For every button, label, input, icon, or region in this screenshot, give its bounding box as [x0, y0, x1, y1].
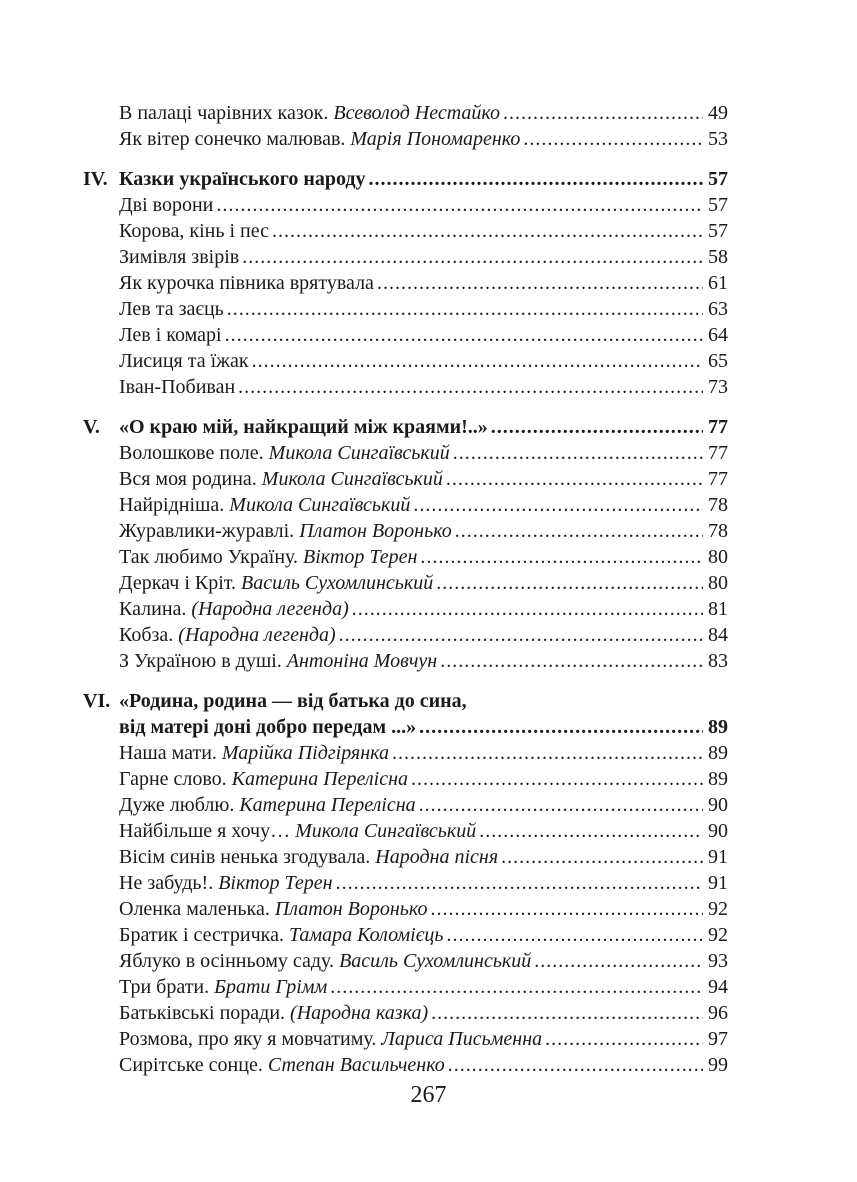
dot-leader [377, 270, 703, 296]
entry-author: Віктор Терен [303, 546, 418, 568]
entry-page: 49 [708, 102, 728, 124]
dot-leader [479, 818, 703, 844]
toc-section-continued [83, 100, 728, 152]
entry-title: Розмова, про яку я мовчатиму. [119, 1028, 377, 1050]
section-heading [83, 414, 728, 440]
entry-page: 73 [708, 376, 728, 398]
toc-entry [83, 844, 728, 870]
section-heading [83, 688, 728, 714]
toc-entry [83, 348, 728, 374]
entry-author: Василь Сухомлинський [241, 572, 434, 594]
entry-title: Наша мати. [119, 742, 217, 764]
entry-page: 99 [708, 1054, 728, 1076]
toc-entry [83, 244, 728, 270]
toc-entry [83, 792, 728, 818]
toc-entry [83, 218, 728, 244]
entry-title: Лев та заєць [119, 298, 224, 320]
entry-page: 94 [708, 976, 728, 998]
entry-page: 89 [708, 742, 728, 764]
dot-leader [431, 1000, 703, 1026]
entry-page: 65 [708, 350, 728, 372]
entry-author: Микола Сингаївський [295, 820, 477, 842]
entry-title: Не забудь!. [119, 872, 214, 894]
entry-author: Марійка Підгірянка [221, 742, 390, 764]
toc-section-v [83, 414, 728, 674]
dot-leader [419, 792, 703, 818]
entry-author: Всеволод Нестайко [333, 102, 501, 124]
toc-entry [83, 766, 728, 792]
dot-leader [216, 192, 703, 218]
dot-leader [411, 766, 703, 792]
entry-author: Віктор Терен [218, 872, 333, 894]
toc-entry [83, 974, 728, 1000]
dot-leader [339, 622, 703, 648]
toc-entry [83, 740, 728, 766]
dot-leader [503, 100, 703, 126]
toc-entry [83, 374, 728, 400]
entry-page: 57 [708, 220, 728, 242]
entry-title: Три брати. [119, 976, 210, 998]
entry-title: Деркач і Кріт. [119, 572, 237, 594]
entry-title: Волошкове поле. [119, 442, 264, 464]
entry-page: 57 [708, 194, 728, 216]
toc-entry [83, 596, 728, 622]
toc-entry [83, 100, 728, 126]
entry-author: Степан Васильченко [267, 1054, 445, 1076]
section-heading-continued [83, 714, 728, 740]
dot-leader [534, 948, 703, 974]
entry-author: (Народна легенда) [191, 598, 349, 620]
entry-title: Як вітер сонечко малював. [119, 128, 346, 150]
toc-entry [83, 126, 728, 152]
entry-page: 83 [708, 650, 728, 672]
entry-page: 92 [708, 898, 728, 920]
dot-leader [446, 466, 703, 492]
entry-page: 96 [708, 1002, 728, 1024]
dot-leader [455, 518, 703, 544]
entry-page: 89 [708, 768, 728, 790]
section-page: 89 [708, 716, 728, 738]
entry-title: Журавлики-журавлі. [119, 520, 295, 542]
dot-leader [225, 322, 703, 348]
section-page: 77 [708, 416, 728, 438]
dot-leader [448, 1052, 703, 1078]
dot-leader [523, 126, 703, 152]
entry-author: Антоніна Мовчун [286, 650, 438, 672]
dot-leader [440, 648, 703, 674]
toc-entry [83, 648, 728, 674]
dot-leader [545, 1026, 703, 1052]
entry-title: Яблуко в осінньому саду. [119, 950, 335, 972]
dot-leader [238, 374, 703, 400]
entry-title: Калина. [119, 598, 187, 620]
entry-page: 63 [708, 298, 728, 320]
page-number: 267 [410, 1082, 447, 1108]
toc-entry [83, 492, 728, 518]
section-title: Казки українського народу [119, 168, 366, 190]
dot-leader [501, 844, 703, 870]
entry-author: Брати Грімм [214, 976, 328, 998]
entry-title: Оленка маленька. [119, 898, 270, 920]
dot-leader [453, 440, 703, 466]
entry-title: Батьківські поради. [119, 1002, 286, 1024]
toc-entry [83, 922, 728, 948]
dot-leader [330, 974, 703, 1000]
entry-title: Корова, кінь і пес [119, 220, 270, 242]
toc-entry [83, 322, 728, 348]
toc-entry [83, 440, 728, 466]
entry-title: З Україною в душі. [119, 650, 282, 672]
entry-page: 78 [708, 494, 728, 516]
entry-author: Марія Пономаренко [350, 128, 521, 150]
section-page: 57 [708, 168, 728, 190]
entry-page: 77 [708, 442, 728, 464]
toc-entry [83, 818, 728, 844]
dot-leader [272, 218, 703, 244]
entry-author: Народна пісня [375, 846, 499, 868]
entry-author: Катерина Перелісна [231, 768, 408, 790]
entry-title: Вся моя родина. [119, 468, 257, 490]
dot-leader [369, 166, 703, 192]
section-title: «Родина, родина — від батька до сина, [119, 690, 467, 712]
entry-title: Гарне слово. [119, 768, 227, 790]
toc-entry [83, 518, 728, 544]
entry-title: Дуже люблю. [119, 794, 235, 816]
entry-title: Так любимо Україну. [119, 546, 299, 568]
dot-leader [392, 740, 703, 766]
entry-page: 91 [708, 846, 728, 868]
entry-author: Микола Сингаївський [268, 442, 450, 464]
entry-page: 61 [708, 272, 728, 294]
entry-page: 64 [708, 324, 728, 346]
entry-page: 53 [708, 128, 728, 150]
dot-leader [336, 870, 703, 896]
entry-author: (Народна легенда) [178, 624, 336, 646]
toc-entry [83, 622, 728, 648]
toc-entry [83, 544, 728, 570]
entry-author: Платон Воронько [274, 898, 428, 920]
entry-author: Микола Сингаївський [229, 494, 411, 516]
section-number: V. [83, 416, 100, 438]
toc-entry [83, 192, 728, 218]
entry-author: Платон Воронько [299, 520, 452, 542]
dot-leader [242, 244, 703, 270]
toc-entry [83, 466, 728, 492]
entry-title: Лев і комарі [119, 324, 222, 346]
entry-page: 90 [708, 794, 728, 816]
entry-page: 77 [708, 468, 728, 490]
entry-title: Вісім синів ненька згодувала. [119, 846, 371, 868]
section-number: VI. [83, 690, 111, 712]
toc-entry [83, 948, 728, 974]
entry-title: Найрідніша. [119, 494, 225, 516]
dot-leader [413, 492, 703, 518]
section-number: IV. [83, 168, 108, 190]
entry-author: Василь Сухомлинський [339, 950, 532, 972]
entry-author: Катерина Перелісна [239, 794, 416, 816]
toc-entry [83, 870, 728, 896]
toc-section-vi [83, 688, 728, 1078]
entry-author: Тамара Коломієць [288, 924, 444, 946]
entry-page: 97 [708, 1028, 728, 1050]
entry-page: 58 [708, 246, 728, 268]
toc-entry [83, 296, 728, 322]
entry-title: Сирітське сонце. [119, 1054, 263, 1076]
entry-page: 90 [708, 820, 728, 842]
entry-title: Найбільше я хочу… [119, 820, 291, 842]
toc-section-iv [83, 166, 728, 400]
dot-leader [447, 922, 703, 948]
entry-title: Кобза. [119, 624, 174, 646]
entry-author: (Народна казка) [290, 1002, 429, 1024]
dot-leader [430, 896, 703, 922]
entry-page: 84 [708, 624, 728, 646]
entry-page: 93 [708, 950, 728, 972]
entry-author: Лариса Письменна [381, 1028, 543, 1050]
entry-author: Микола Сингаївський [261, 468, 443, 490]
dot-leader [227, 296, 703, 322]
entry-page: 78 [708, 520, 728, 542]
table-of-contents [83, 100, 728, 1092]
toc-entry [83, 1052, 728, 1078]
dot-leader [252, 348, 703, 374]
dot-leader [491, 414, 703, 440]
entry-page: 80 [708, 572, 728, 594]
entry-title: Як курочка півника врятувала [119, 272, 374, 294]
entry-title: Зимівля звірів [119, 246, 240, 268]
section-title: «О краю мій, найкращий між краями!..» [119, 416, 488, 438]
entry-title: Іван-Побиван [119, 376, 236, 398]
entry-title: Лисиця та їжак [119, 350, 249, 372]
dot-leader [436, 570, 703, 596]
dot-leader [420, 544, 703, 570]
entry-title: В палаці чарівних казок. [119, 102, 329, 124]
section-title-line2: від матері доні добро передам ...» [119, 716, 417, 738]
dot-leader [352, 596, 703, 622]
section-heading [83, 166, 728, 192]
toc-entry [83, 1026, 728, 1052]
entry-page: 92 [708, 924, 728, 946]
entry-page: 81 [708, 598, 728, 620]
toc-entry [83, 896, 728, 922]
toc-entry [83, 1000, 728, 1026]
toc-entry [83, 270, 728, 296]
dot-leader [419, 714, 703, 740]
entry-title: Дві ворони [119, 194, 214, 216]
entry-title: Братик і сестричка. [119, 924, 284, 946]
entry-page: 80 [708, 546, 728, 568]
entry-page: 91 [708, 872, 728, 894]
toc-entry [83, 570, 728, 596]
